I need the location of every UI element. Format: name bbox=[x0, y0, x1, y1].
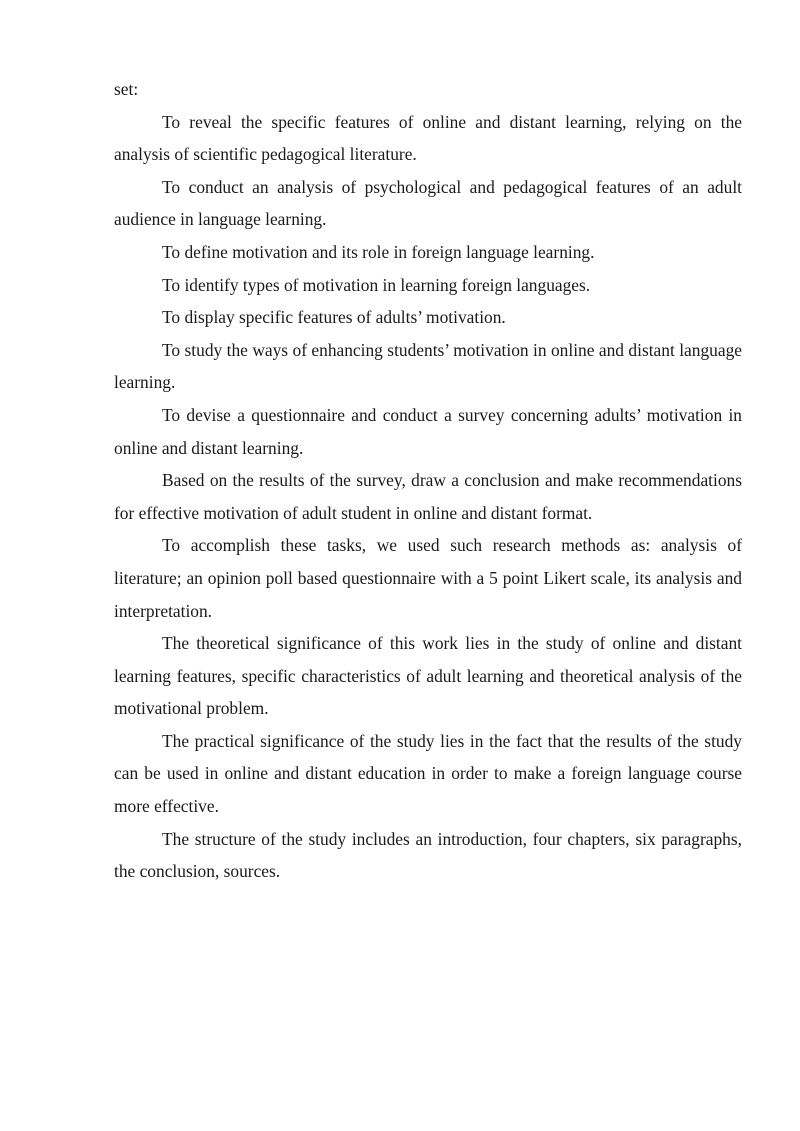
paragraph-task-adult-audience: To conduct an analysis of psychological and pedagogical features of an adult audience in language learning. bbox=[114, 176, 742, 230]
paragraph-set-intro: set: bbox=[114, 79, 139, 99]
paragraph-task-enhancing-motivation: To study the ways of enhancing students’ motivation in online and distant language learning. bbox=[114, 339, 742, 393]
paragraph-task-reveal-features: To reveal the specific features of online and distant learning, relying on the analysis of scientific pedagogical literature. bbox=[114, 111, 742, 165]
document-body bbox=[114, 73, 742, 888]
paragraph-practical-significance: The practical significance of the study lies in the fact that the results of the study can be used in online and distant education in order to make a foreign language course more effective. bbox=[114, 730, 742, 817]
paragraph-task-adults-motivation: To display specific features of adults’ motivation. bbox=[162, 307, 506, 328]
paragraph-task-define-motivation: To define motivation and its role in foreign language learning. bbox=[162, 241, 595, 262]
paragraph-research-methods: To accomplish these tasks, we used such research methods as: analysis of literature; an opinion poll based questionnaire with a 5 point Likert scale, its analysis and interpretation. bbox=[114, 535, 742, 621]
paragraph-task-types-motivation: To identify types of motivation in learning foreign languages. bbox=[162, 274, 591, 295]
paragraph-structure: The structure of the study includes an introduction, four chapters, six paragraphs, the conclusion, sources. bbox=[114, 828, 742, 882]
paragraph-theoretical-significance: The theoretical significance of this work lies in the study of online and distant learning features, specific characteristics of adult learning and theoretical analysis of the motivational problem. bbox=[114, 633, 742, 719]
paragraph-task-questionnaire: To devise a questionnaire and conduct a survey concerning adults’ motivation in online and distant learning. bbox=[114, 404, 742, 458]
paragraph-task-conclusion: Based on the results of the survey, draw a conclusion and make recommendations for effective motivation of adult student in online and distant format. bbox=[114, 470, 742, 523]
